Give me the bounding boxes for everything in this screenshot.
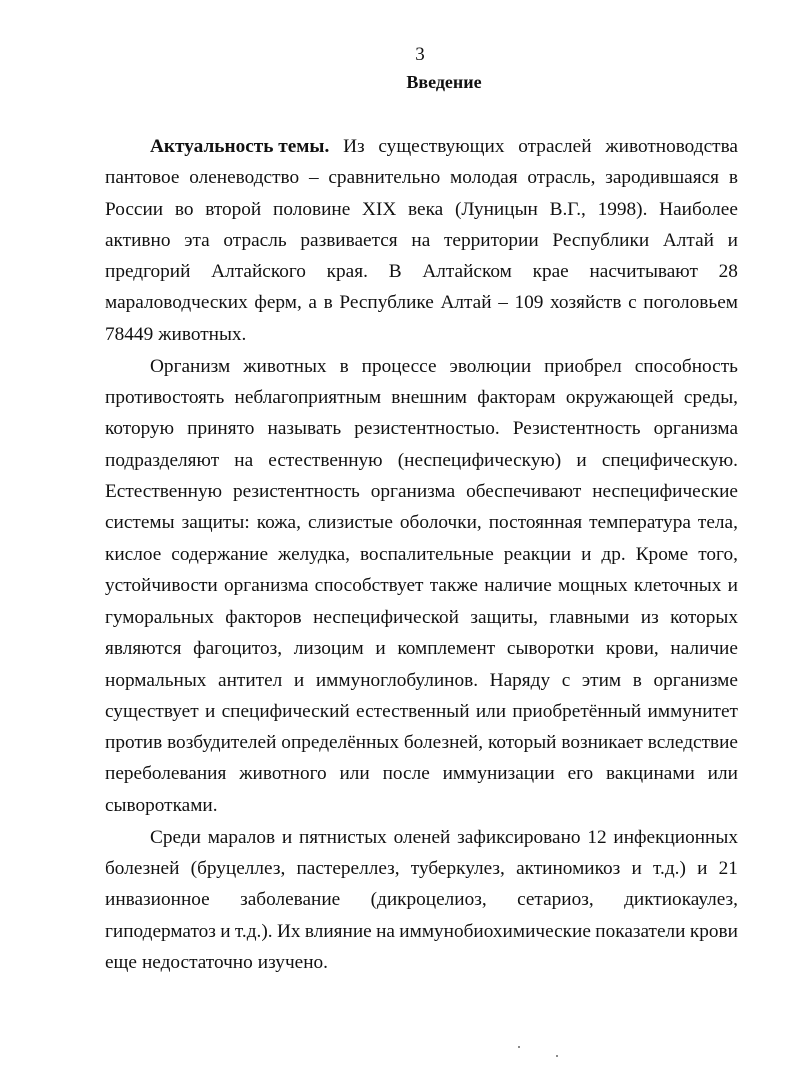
text-line: Актуальность темы. Из существующих отраслей животноводства xyxy=(150,136,738,157)
text-line: еще недостаточно изучено. xyxy=(105,952,328,973)
text-line: 78449 животных. xyxy=(105,324,247,345)
text-line: Среди маралов и пятнистых оленей зафиксировано 12 инфекционных xyxy=(150,827,738,848)
text-line: гуморальных факторов неспецифической защиты, главными из которых xyxy=(105,607,738,628)
text-line: противостоять неблагоприятным внешним факторам окружающей среды, xyxy=(105,387,738,408)
text-line: существует и специфический естественный или приобретённый иммунитет xyxy=(105,701,738,722)
text-line: подразделяют на естественную (неспецифическую) и специфическую. xyxy=(105,450,738,471)
text-line: болезней (бруцеллез, пастереллез, туберкулез, актиномикоз и т.д.) и 21 xyxy=(105,858,738,879)
text-line: которую принято называть резистентностыо. Резистентность организма xyxy=(105,418,738,439)
text-line: системы защиты: кожа, слизистые оболочки, постоянная температура тела, xyxy=(105,512,738,533)
text-line: гиподерматоз и т.д.). Их влияние на иммунобиохимические показатели крови xyxy=(105,921,738,942)
text-line: инвазионное заболевание (дикроцелиоз, сетариоз, диктиокаулез, xyxy=(105,889,738,910)
text-line: являются фагоцитоз, лизоцим и комплемент сыворотки крови, наличие xyxy=(105,638,738,659)
text-line: Организм животных в процессе эволюции приобрел способность xyxy=(150,356,738,377)
text-line: пантовое оленеводство – сравнительно молодая отрасль, зародившаяся в xyxy=(105,167,738,188)
text-line: мараловодческих ферм, а в Республике Алтай – 109 хозяйств с поголовьем xyxy=(105,292,738,313)
text-line: России во второй половине XIX века (Луницын В.Г., 1998). Наиболее xyxy=(105,199,738,220)
text-line: Естественную резистентность организма обеспечивают неспецифические xyxy=(105,481,738,502)
scan-speck xyxy=(556,1055,558,1057)
text-line: предгорий Алтайского края. В Алтайском крае насчитывают 28 xyxy=(105,261,738,282)
text-line: переболевания животного или после иммунизации его вакцинами или xyxy=(105,763,738,784)
text-line: против возбудителей определённых болезней, который возникает вследствие xyxy=(105,732,738,753)
scan-speck xyxy=(518,1046,520,1048)
section-title: Введение xyxy=(406,72,482,92)
text-line: кислое содержание желудка, воспалительные реакции и др. Кроме того, xyxy=(105,544,738,565)
text-line: нормальных антител и иммуноглобулинов. Наряду с этим в организме xyxy=(105,670,738,691)
lead-phrase: Актуальность темы. xyxy=(150,136,330,157)
text-line: сыворотками. xyxy=(105,795,218,816)
page-number: 3 xyxy=(415,44,425,65)
text-line: активно эта отрасль развивается на территории Республики Алтай и xyxy=(105,230,738,251)
text-line: устойчивости организма способствует также наличие мощных клеточных и xyxy=(105,575,738,596)
